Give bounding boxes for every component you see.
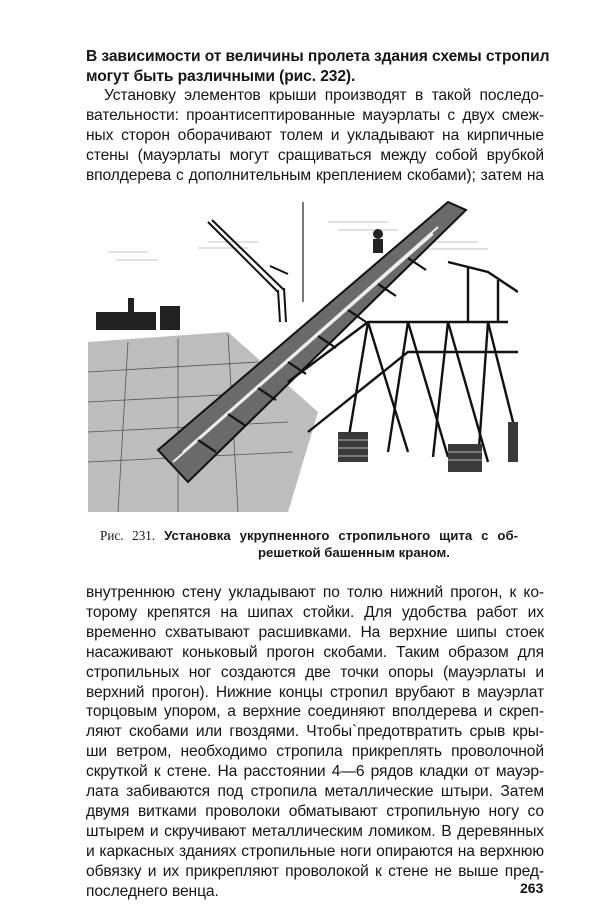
text-line: верхний прогон). Нижние концы стропил врубают в мауэрлат	[86, 683, 544, 701]
text-line: вполдерева с дополнительным креплением скобами); затем на	[86, 166, 544, 184]
caption-text-continued: решеткой башенным краном.	[258, 545, 450, 560]
caption-label: Рис. 231.	[100, 528, 156, 543]
text-line: скруткой к стене. На расстоянии 4—6 рядов кладки от мауэр-	[86, 763, 544, 781]
text-line: ляют скобами или гвоздями. Чтобы`предотвратить срыв кры-	[86, 723, 544, 741]
text-line: стены (мауэрлаты могут сращиваться между собой врубкой	[86, 146, 544, 164]
text-line: внутреннюю стену укладывают по толю нижний прогон, к ко-	[86, 584, 544, 601]
roof-truss-crane-drawing	[88, 182, 518, 512]
text-line: вательности: проантисептированные мауэрлаты с двух смеж-	[86, 106, 544, 124]
text-line: насаживают коньковый прогон скобами. Таким образом для	[86, 643, 544, 661]
text-line: стропильных ног создаются две точки опоры (мауэрлаты и	[86, 663, 544, 681]
paragraph-bottom	[86, 583, 544, 902]
text-line: Установку элементов крыши производят в такой последо-	[104, 87, 544, 104]
text-line: ши ветром, необходимо стропила прикреплять проволочной	[86, 743, 544, 761]
page-number: 263	[520, 880, 544, 896]
paragraph-middle	[86, 86, 544, 186]
text-line: и каркасных зданиях стропильные ноги опираются на верхнюю	[86, 842, 544, 860]
text-line: могут быть различными (рис. 232).	[86, 67, 356, 85]
text-line: последнего венца.	[86, 882, 219, 900]
text-line: торому крепятся на шипах стойки. Для удобства работ их	[86, 603, 544, 621]
text-line: ных сторон оборачивают толем и укладывают на кирпичные	[86, 126, 544, 144]
text-line: временно схватывают расшивками. На верхние шипы стоек	[86, 623, 544, 641]
figure-illustration	[88, 182, 518, 512]
text-line: штырем и скручивают металлическим ломиком. В деревянных	[86, 822, 544, 840]
figure-caption	[100, 527, 518, 561]
text-line: торцовым упором, а верхние соединяют вполдерева и скреп-	[86, 703, 544, 721]
text-line: обвязку и их прикрепляют проволокой к стене не выше пред-	[86, 862, 544, 880]
text-line: лата забиваются под стропила металлические штыри. Затем	[86, 783, 544, 801]
caption-text: Установка укрупненного стропильного щита с об-	[164, 528, 519, 543]
text-line: двумя витками проволоки обматывают стропильную ногу со	[86, 802, 544, 820]
text-line: В зависимости от величины пролета здания схемы стропил	[86, 48, 550, 65]
paragraph-top	[86, 47, 550, 87]
